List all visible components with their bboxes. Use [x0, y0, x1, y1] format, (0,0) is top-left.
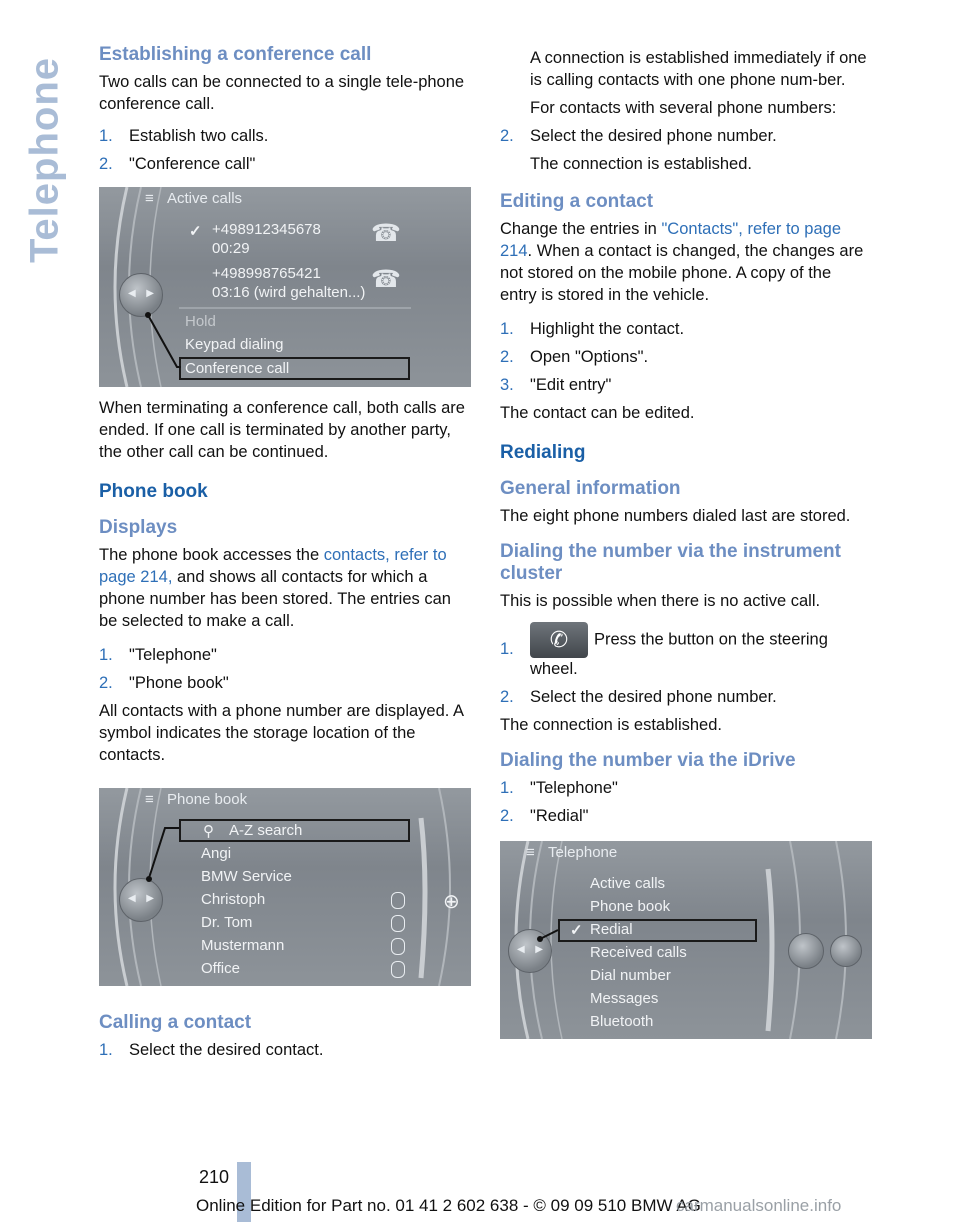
chapter-title: Telephone — [22, 56, 67, 264]
list-item: 2. Open "Options". — [500, 348, 649, 366]
phonebook-steps — [99, 644, 471, 694]
list-item: 2. "Redial" — [500, 807, 589, 825]
screen-title: Active calls — [167, 190, 243, 207]
leader-dot — [146, 876, 152, 882]
general-info-text: The eight phone numbers dialed last are stored. — [500, 507, 851, 525]
az-search-item: A-Z search — [229, 822, 303, 839]
redialing-heading: Redialing — [500, 442, 586, 463]
conference-intro: Two calls can be connected to a single tele-phone conference call. — [99, 73, 465, 113]
menu-item: Messages — [590, 990, 659, 1007]
phone-book-screenshot — [99, 788, 471, 986]
general-info-heading: General information — [500, 478, 681, 499]
controller-knob: ◀ ▶ — [119, 273, 163, 317]
calling-heading: Calling a contact — [99, 1012, 252, 1033]
controller-knob: ◀ ▶ — [508, 929, 552, 973]
page-number: 210 — [199, 1167, 230, 1187]
phonebook-after: All contacts with a phone number are displayed. A symbol indicates the storage location of the contacts. — [99, 702, 464, 764]
screen-title: Telephone — [548, 844, 618, 861]
instrument-cluster-after: The connection is established. — [500, 716, 722, 734]
conference-after: When terminating a conference call, both calls are ended. If one call is terminated by another party, the other call can be continued. — [99, 399, 465, 461]
instrument-cluster-heading: Dialing the number via the instrument cluster — [500, 541, 841, 584]
watermark: carmanualsonline.info — [676, 1196, 842, 1215]
menu-hold: Hold — [185, 313, 216, 330]
contacts-link[interactable]: contacts, refer to page 214, — [99, 546, 447, 586]
contact-item: Christoph — [201, 891, 266, 908]
leader-dot — [537, 936, 543, 942]
phone-button-icon: ✆ — [530, 622, 588, 658]
list-item: 2. "Conference call" — [99, 155, 256, 173]
calling-steps — [99, 1039, 471, 1061]
menu-item: Bluetooth — [590, 1013, 654, 1030]
screen-menu-icon: ≡ — [526, 844, 535, 861]
calling-steps-continued — [500, 125, 872, 147]
list-item: 2. Select the desired phone number. — [500, 127, 777, 145]
list-item: 2. "Phone book" — [99, 674, 229, 692]
list-item: 1. "Telephone" — [99, 646, 217, 664]
menu-conference-call: Conference call — [185, 360, 290, 377]
list-item: 3. "Edit entry" — [500, 376, 612, 394]
end-call-icon: ☎ — [371, 220, 401, 247]
calling-continued: A connection is established immediately if one is calling contacts with one phone num-ber. — [530, 49, 867, 89]
contact-item: BMW Service — [201, 868, 292, 885]
page-footer — [0, 1160, 960, 1222]
menu-item: Active calls — [590, 875, 666, 892]
contact-item: Office — [201, 960, 240, 977]
call2-number: +498998765421 — [212, 265, 321, 282]
menu-keypad-dialing: Keypad dialing — [185, 336, 284, 353]
list-item: 1. Highlight the contact. — [500, 320, 685, 338]
call1-time: 00:29 — [212, 240, 250, 257]
conference-heading: Establishing a conference call — [99, 44, 372, 65]
active-calls-screenshot — [99, 187, 471, 387]
chapter-side-tab — [20, 40, 70, 280]
screen-title: Phone book — [167, 791, 248, 808]
list-item: 1. ✆ Press the button on the steering wheel. — [500, 622, 872, 680]
right-column — [500, 44, 872, 1039]
conference-steps — [99, 125, 471, 175]
controller-knob: ◀ ▶ — [119, 878, 163, 922]
check-icon: ✓ — [570, 922, 583, 939]
instrument-cluster-text: This is possible when there is no active call. — [500, 592, 821, 610]
leader-line — [500, 841, 872, 1039]
calling-continued: For contacts with several phone numbers: — [530, 99, 837, 117]
leader-line — [99, 187, 471, 387]
screen-menu-icon: ≡ — [145, 791, 154, 808]
contact-item: Angi — [201, 845, 232, 862]
list-item: 1. Establish two calls. — [99, 127, 269, 145]
editing-text: Change the entries in "Contacts", refer to page 214. When a contact is changed, the changes are not stored on the mobile phone. A copy of the entry is stored in the vehicle. — [500, 220, 864, 304]
idrive-heading: Dialing the number via the iDrive — [500, 750, 796, 771]
list-item: 1. Select the desired contact. — [99, 1041, 324, 1059]
menu-item: Redial — [590, 921, 633, 938]
editing-after: The contact can be edited. — [500, 404, 695, 422]
check-icon: ✓ — [189, 223, 202, 240]
list-item: 1. "Telephone" — [500, 779, 618, 797]
call1-number: +498912345678 — [212, 221, 321, 238]
editing-heading: Editing a contact — [500, 191, 654, 212]
editing-steps — [500, 318, 872, 396]
contacts-link[interactable]: "Contacts", refer to page 214 — [500, 220, 842, 260]
leader-line — [99, 788, 471, 986]
end-call-icon: ☎ — [371, 266, 401, 293]
menu-item: Received calls — [590, 944, 687, 961]
phonebook-heading: Phone book — [99, 481, 208, 502]
plus-icon: ⊕ — [443, 891, 460, 913]
edition-note: Online Edition for Part no. 01 41 2 602 638 - © 09 09 510 BMW AG — [196, 1196, 701, 1215]
screen-menu-icon: ≡ — [145, 190, 154, 207]
menu-item: Dial number — [590, 967, 671, 984]
displays-text: The phone book accesses the contacts, refer to page 214, and shows all contacts for which a phone number has been stored. The entries can be selected to make a call. — [99, 546, 451, 630]
telephone-menu-screenshot — [500, 841, 872, 1039]
instrument-cluster-steps — [500, 622, 872, 708]
menu-item: Phone book — [590, 898, 671, 915]
contact-item: Dr. Tom — [201, 914, 253, 931]
contact-item: Mustermann — [201, 937, 285, 954]
left-column — [99, 44, 471, 1061]
call2-time: 03:16 (wird gehalten...) — [212, 284, 366, 301]
displays-heading: Displays — [99, 517, 178, 538]
calling-result: The connection is established. — [530, 155, 752, 173]
idrive-steps — [500, 777, 872, 827]
search-icon: ⚲ — [203, 823, 214, 840]
list-item: 2. Select the desired phone number. — [500, 688, 777, 706]
